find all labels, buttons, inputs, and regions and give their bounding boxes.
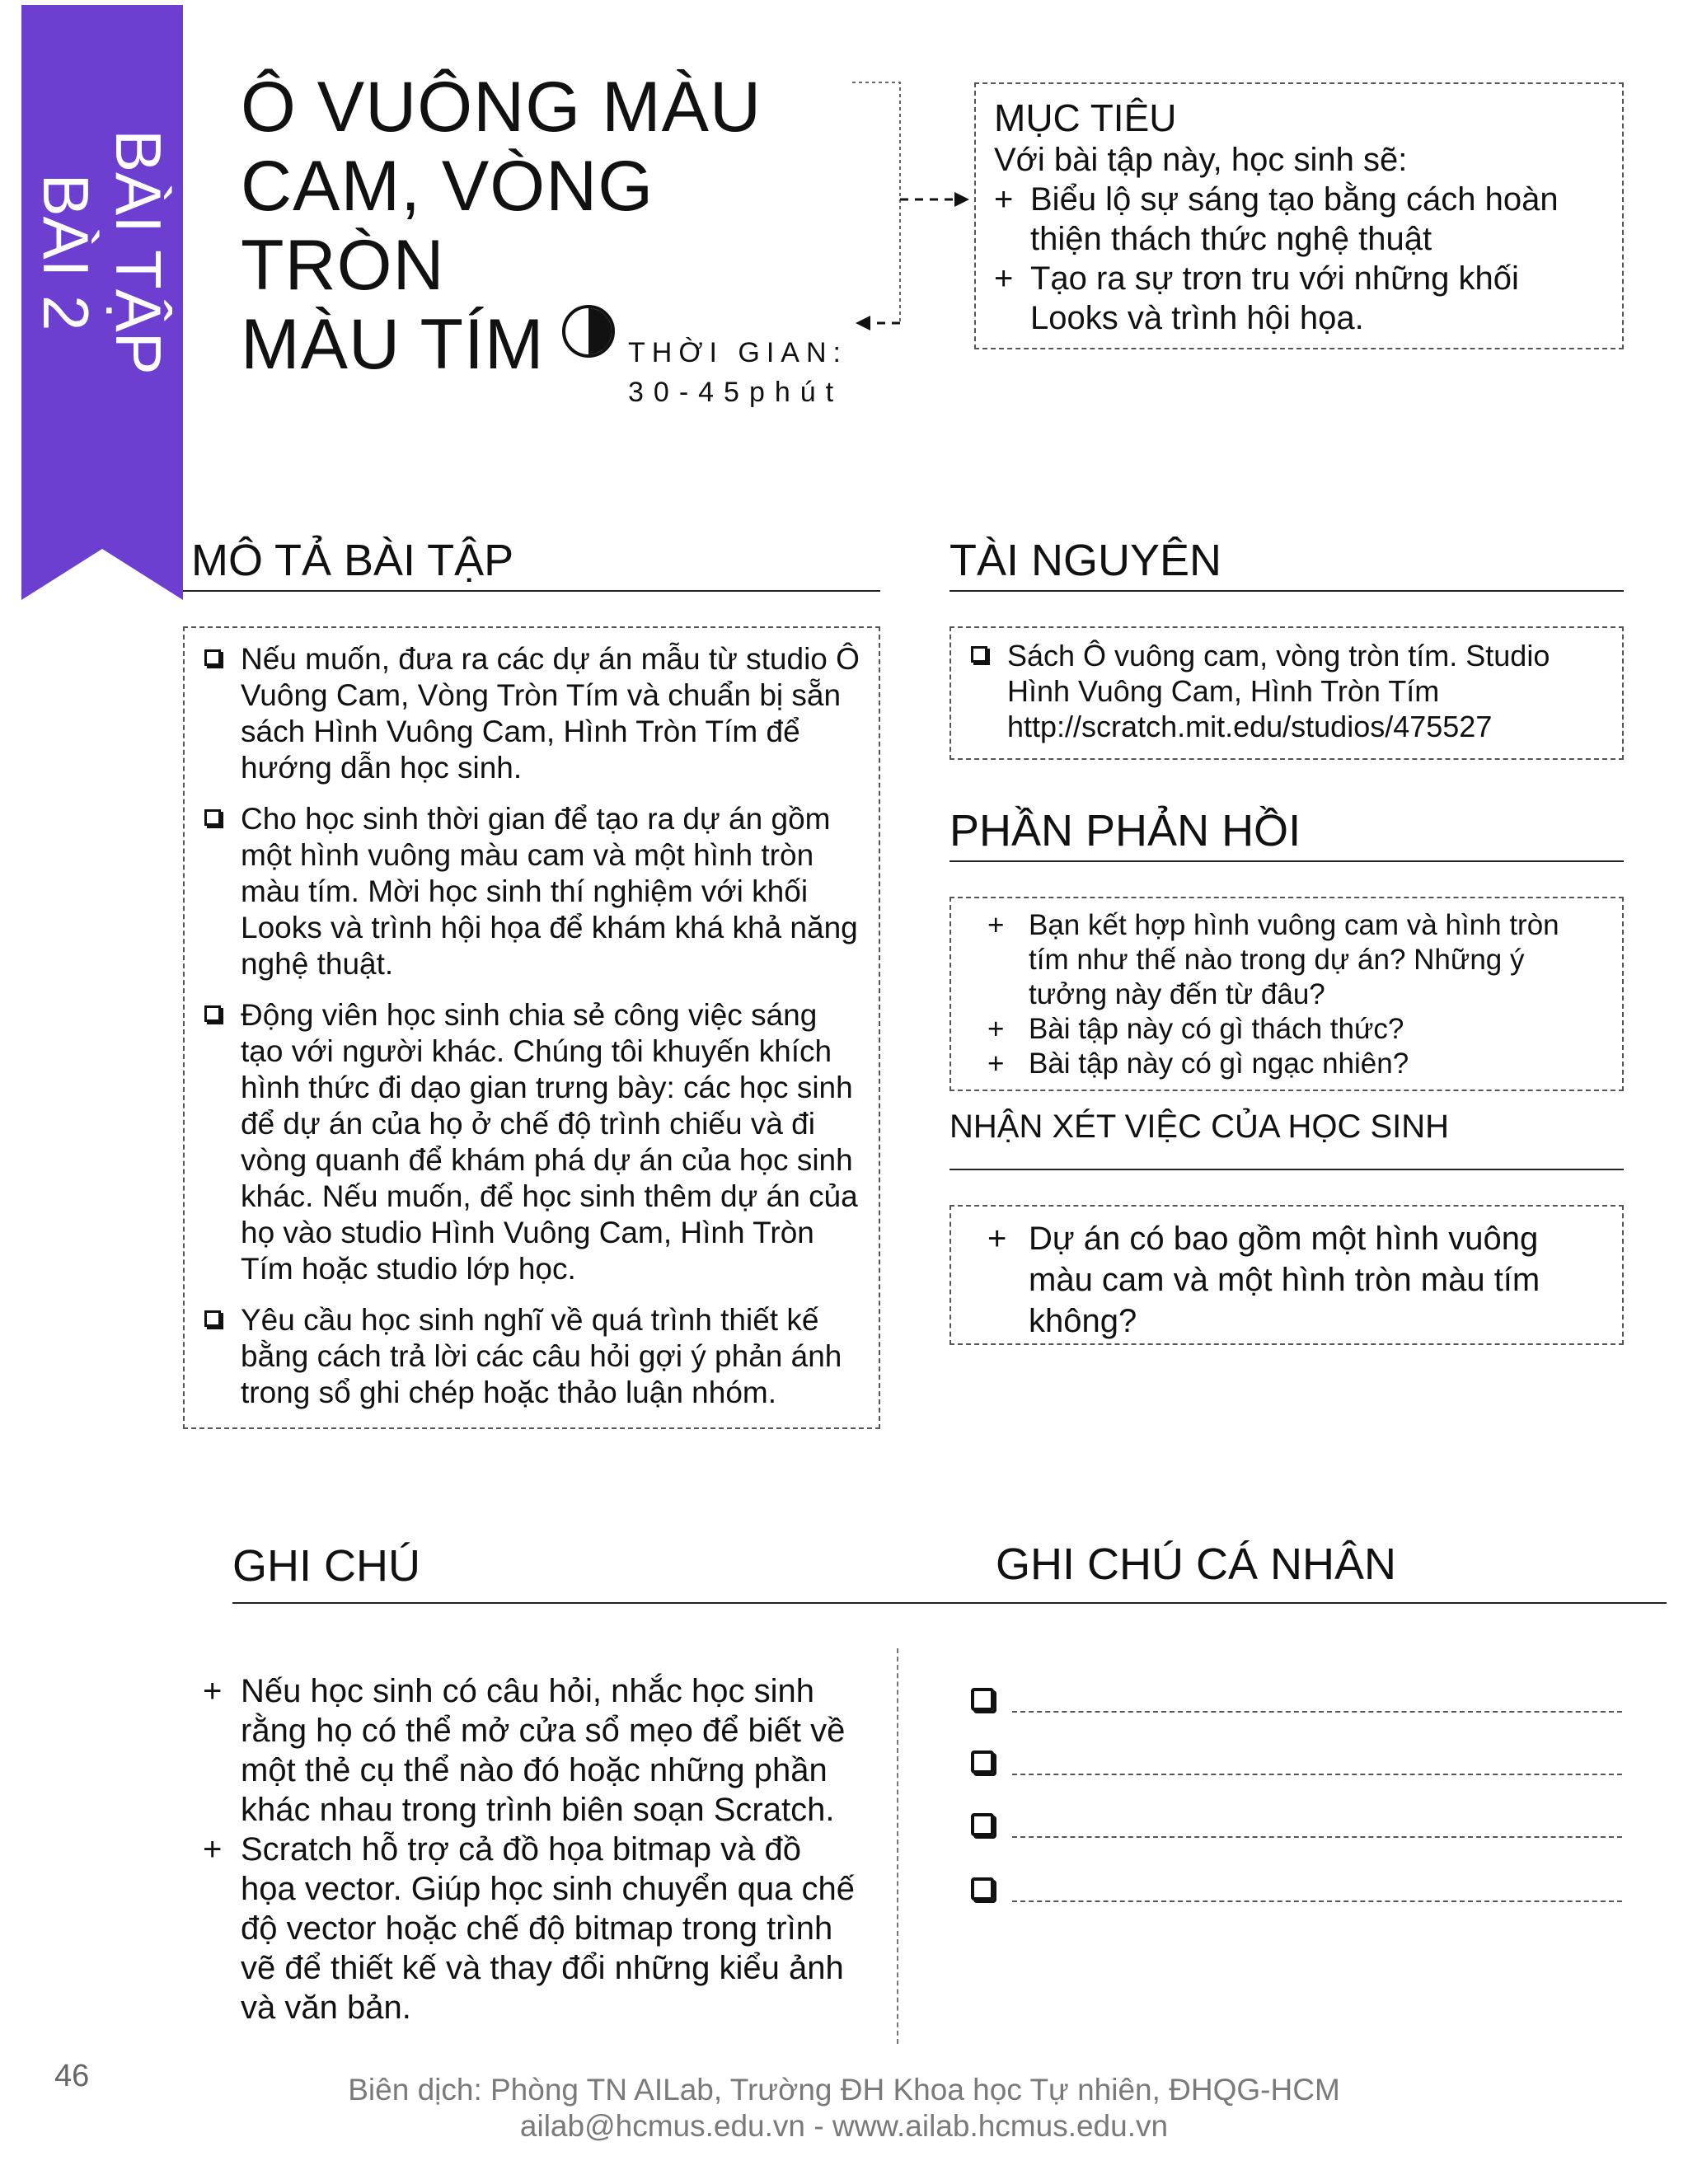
plus-icon: + (994, 260, 1014, 297)
checkbox-icon[interactable] (971, 1813, 994, 1836)
plus-icon: + (987, 1047, 1005, 1080)
description-divider (183, 590, 880, 592)
arrow-left-icon (856, 316, 870, 330)
checkbox-icon[interactable] (971, 1688, 994, 1711)
notes-list (203, 1671, 862, 2027)
observe-box (950, 1205, 1624, 1345)
feedback-item: + Bài tập này có gì thách thức? (987, 1013, 1404, 1045)
clock-icon (560, 303, 617, 359)
notes-heading: GHI CHÚ (232, 1541, 420, 1591)
goal-item: + Tạo ra sự trơn tru với những khối Looks và trình hội họa. (994, 260, 1519, 336)
writing-line (1012, 1774, 1622, 1775)
checkbox-icon (204, 1005, 221, 1022)
notes-column-divider (897, 1648, 898, 2044)
writing-line (1012, 1900, 1622, 1902)
feedback-divider (950, 860, 1624, 862)
plus-icon: + (987, 1013, 1005, 1045)
personal-notes-heading: GHI CHÚ CÁ NHÂN (996, 1540, 1397, 1589)
note-item: + Nếu học sinh có câu hỏi, nhắc học sinh rằng họ có thể mở cửa sổ mẹo để biết về một thẻ cụ thể nào đó hoặc những phần khác nhau trong trình biên soạn Scratch. (203, 1673, 846, 1828)
note-item: + Scratch hỗ trợ cả đồ họa bitmap và đồ họa vector. Giúp học sinh chuyển qua chế độ vector hoặc chế độ bitmap trong trình vẽ để thiết kế và thay đổi những kiểu ảnh và văn bản. (203, 1831, 855, 2026)
plus-icon: + (994, 181, 1014, 218)
description-item: Nếu muốn, đưa ra các dự án mẫu từ studio Ô Vuông Cam, Vòng Tròn Tím và chuẩn bị sẵn sách Hình Vuông Cam, Hình Tròn Tím để hướng dẫn học sinh. (204, 641, 862, 786)
description-heading: MÔ TẢ BÀI TẬP (191, 536, 514, 585)
checkbox-icon[interactable] (971, 1750, 994, 1774)
page-number: 46 (54, 2059, 90, 2093)
feedback-item: + Bài tập này có gì ngạc nhiên? (987, 1047, 1409, 1080)
observe-divider (950, 1169, 1624, 1170)
time-label: THỜI GIAN: (628, 337, 847, 368)
resources-heading: TÀI NGUYÊN (950, 536, 1222, 585)
footer-contact: ailab@hcmus.edu.vn - www.ailab.hcmus.edu.vn (519, 2109, 1169, 2143)
goal-item: + Biểu lộ sự sáng tạo bằng cách hoàn thiện thách thức nghệ thuật (994, 181, 1559, 257)
observe-item: + Dự án có bao gồm một hình vuông màu cam và một hình tròn màu tím không? (971, 1218, 1606, 1342)
footer-credit: Biên dịch: Phòng TN AILab, Trường ĐH Khoa học Tự nhiên, ĐHQG-HCM (348, 2073, 1340, 2107)
goals-intro: Với bài tập này, học sinh sẽ: (994, 142, 1408, 178)
time-value: 30-45phút (628, 377, 844, 408)
description-box (183, 626, 880, 1429)
goals-box (974, 82, 1624, 349)
resource-item: Sách Ô vuông cam, vòng tròn tím. Studio Hình Vuông Cam, Hình Tròn Tím http://scratch.mit.edu/studios/475527 (971, 638, 1606, 744)
description-item: Yêu cầu học sinh nghĩ về quá trình thiết kế bằng cách trả lời các câu hỏi gợi ý phản ánh trong sổ ghi chép hoặc thảo luận nhóm. (204, 1302, 862, 1411)
plus-icon: + (987, 909, 1005, 941)
resources-box (950, 626, 1624, 760)
page-title: Ô VUÔNG MÀU CAM, VÒNG TRÒN MÀU TÍM (241, 68, 762, 384)
checkbox-icon (971, 646, 987, 663)
goals-heading: MỤC TIÊU (994, 96, 1177, 139)
writing-line (1012, 1711, 1622, 1713)
personal-note-line[interactable] (971, 1676, 1622, 1726)
observe-heading: NHẬN XÉT VIỆC CỦA HỌC SINH (950, 1108, 1450, 1145)
plus-icon: + (203, 1673, 223, 1709)
feedback-heading: PHẦN PHẢN HỒI (950, 806, 1301, 855)
resources-divider (950, 590, 1624, 592)
feedback-item: + Bạn kết hợp hình vuông cam và hình tròn tím như thế nào trong dự án? Những ý tưởng này đến từ đâu? (987, 909, 1559, 1010)
ribbon-label (21, 5, 183, 499)
ribbon-line-lesson: BÀI TẬP (102, 129, 175, 375)
checkbox-icon[interactable] (971, 1877, 994, 1900)
personal-note-line[interactable] (971, 1866, 1622, 1915)
plus-icon: + (203, 1831, 223, 1868)
description-item: Cho học sinh thời gian để tạo ra dự án gồm một hình vuông màu cam và một hình tròn màu tím. Mời học sinh thí nghiệm với khối Looks và trình hội họa để khám khá khả năng nghệ thuật. (204, 801, 862, 982)
checkbox-icon (204, 649, 221, 666)
feedback-box (950, 897, 1624, 1091)
plus-icon: + (987, 1221, 1007, 1257)
description-item: Động viên học sinh chia sẻ công việc sáng tạo với người khác. Chúng tôi khuyến khích hình thức đi dạo gian trưng bày: các học sinh để dự án của họ ở chế độ trình chiếu và đi vòng quanh để khám phá dự án của học sinh khác. Nếu muốn, để học sinh thêm dự án của họ vào studio Hình Vuông Cam, Hình Tròn Tím hoặc studio lớp học. (204, 997, 862, 1287)
connector-arrows (849, 76, 981, 340)
personal-note-line[interactable] (971, 1739, 1622, 1788)
checkbox-icon (204, 809, 221, 826)
checkbox-icon (204, 1310, 221, 1327)
notes-divider (232, 1602, 1667, 1604)
personal-note-line[interactable] (971, 1802, 1622, 1851)
writing-line (1012, 1836, 1622, 1838)
arrow-right-icon (954, 192, 969, 207)
ribbon-line-number: BÀI 2 (30, 173, 102, 331)
